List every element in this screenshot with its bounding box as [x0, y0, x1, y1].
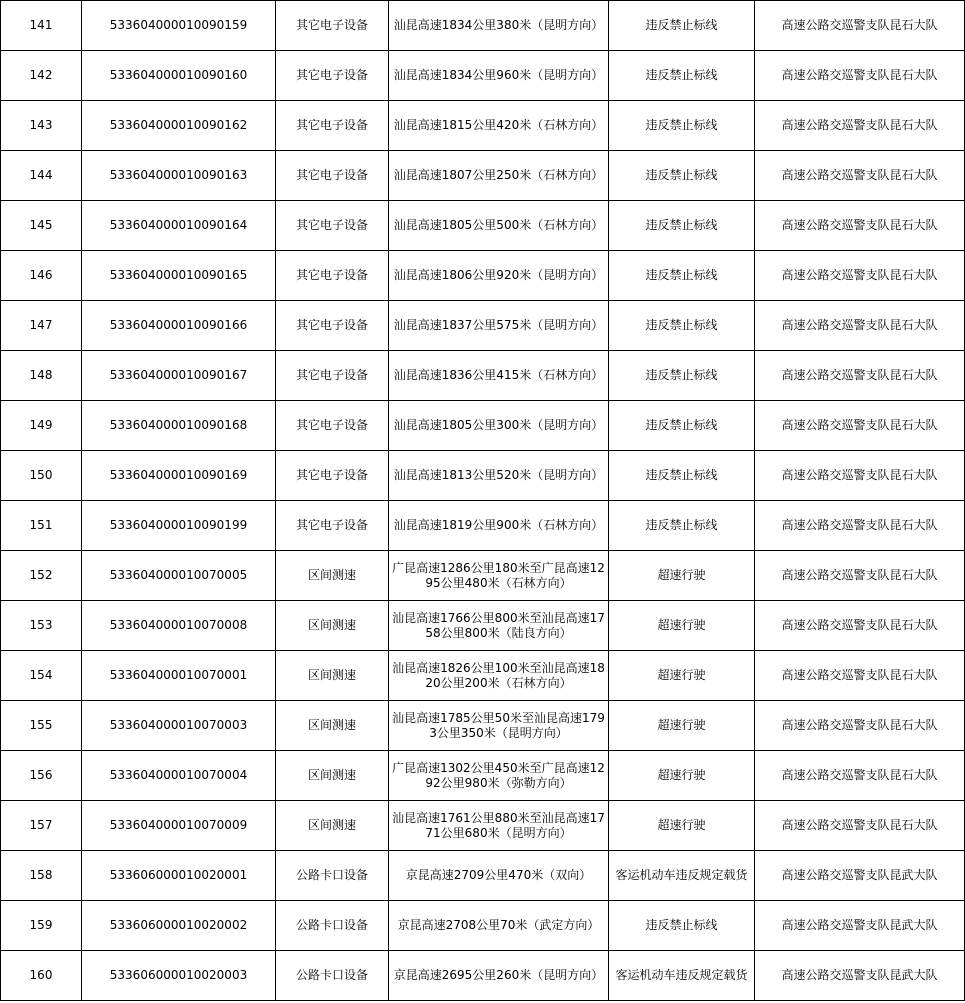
device-location: 京昆高速2709公里470米（双向）	[389, 851, 609, 901]
violation-type: 违反禁止标线	[609, 401, 755, 451]
table-row	[1, 751, 965, 801]
table-row	[1, 701, 965, 751]
device-location: 汕昆高速1766公里800米至汕昆高速1758公里800米（陆良方向）	[389, 601, 609, 651]
device-type: 其它电子设备	[276, 501, 389, 551]
device-location: 汕昆高速1805公里300米（昆明方向）	[389, 401, 609, 451]
device-location: 京昆高速2695公里260米（昆明方向）	[389, 951, 609, 1001]
device-location: 汕昆高速1834公里960米（昆明方向）	[389, 51, 609, 101]
violation-type: 违反禁止标线	[609, 101, 755, 151]
device-code: 533606000010020003	[82, 951, 276, 1001]
violation-type: 违反禁止标线	[609, 501, 755, 551]
device-type: 其它电子设备	[276, 1, 389, 51]
managing-unit: 高速公路交巡警支队昆石大队	[755, 351, 965, 401]
device-location: 汕昆高速1837公里575米（昆明方向）	[389, 301, 609, 351]
table-row	[1, 951, 965, 1001]
row-number: 147	[1, 301, 82, 351]
device-type: 公路卡口设备	[276, 851, 389, 901]
row-number: 153	[1, 601, 82, 651]
device-code: 533604000010070005	[82, 551, 276, 601]
violation-type: 超速行驶	[609, 801, 755, 851]
row-number: 149	[1, 401, 82, 451]
managing-unit: 高速公路交巡警支队昆石大队	[755, 551, 965, 601]
managing-unit: 高速公路交巡警支队昆石大队	[755, 301, 965, 351]
device-code: 533606000010020002	[82, 901, 276, 951]
managing-unit: 高速公路交巡警支队昆石大队	[755, 701, 965, 751]
table-row	[1, 901, 965, 951]
device-type: 其它电子设备	[276, 51, 389, 101]
device-location: 汕昆高速1826公里100米至汕昆高速1820公里200米（石林方向）	[389, 651, 609, 701]
managing-unit: 高速公路交巡警支队昆石大队	[755, 101, 965, 151]
row-number: 154	[1, 651, 82, 701]
device-code: 533604000010070001	[82, 651, 276, 701]
row-number: 160	[1, 951, 82, 1001]
violation-type: 超速行驶	[609, 751, 755, 801]
violation-type: 违反禁止标线	[609, 151, 755, 201]
row-number: 145	[1, 201, 82, 251]
managing-unit: 高速公路交巡警支队昆石大队	[755, 51, 965, 101]
table-row	[1, 501, 965, 551]
device-code: 533604000010090199	[82, 501, 276, 551]
managing-unit: 高速公路交巡警支队昆石大队	[755, 451, 965, 501]
managing-unit: 高速公路交巡警支队昆石大队	[755, 151, 965, 201]
device-code: 533604000010090159	[82, 1, 276, 51]
row-number: 150	[1, 451, 82, 501]
device-location: 广昆高速1286公里180米至广昆高速1295公里480米（石林方向）	[389, 551, 609, 601]
violation-type: 超速行驶	[609, 551, 755, 601]
device-table-body	[1, 1, 965, 1001]
row-number: 155	[1, 701, 82, 751]
device-location: 广昆高速1302公里450米至广昆高速1292公里980米（弥勒方向）	[389, 751, 609, 801]
row-number: 159	[1, 901, 82, 951]
device-code: 533604000010090169	[82, 451, 276, 501]
device-type: 公路卡口设备	[276, 951, 389, 1001]
violation-type: 违反禁止标线	[609, 251, 755, 301]
device-code: 533604000010090160	[82, 51, 276, 101]
device-type: 区间测速	[276, 801, 389, 851]
device-type: 区间测速	[276, 551, 389, 601]
device-code: 533604000010090162	[82, 101, 276, 151]
row-number: 148	[1, 351, 82, 401]
table-row	[1, 551, 965, 601]
row-number: 146	[1, 251, 82, 301]
violation-type: 违反禁止标线	[609, 301, 755, 351]
managing-unit: 高速公路交巡警支队昆石大队	[755, 1, 965, 51]
row-number: 151	[1, 501, 82, 551]
violation-type: 超速行驶	[609, 701, 755, 751]
violation-type: 违反禁止标线	[609, 1, 755, 51]
managing-unit: 高速公路交巡警支队昆石大队	[755, 501, 965, 551]
table-row	[1, 251, 965, 301]
violation-type: 超速行驶	[609, 601, 755, 651]
device-type: 其它电子设备	[276, 351, 389, 401]
device-location: 汕昆高速1819公里900米（石林方向）	[389, 501, 609, 551]
device-type: 区间测速	[276, 701, 389, 751]
managing-unit: 高速公路交巡警支队昆石大队	[755, 601, 965, 651]
device-code: 533604000010090163	[82, 151, 276, 201]
row-number: 156	[1, 751, 82, 801]
device-code: 533604000010070004	[82, 751, 276, 801]
row-number: 152	[1, 551, 82, 601]
device-code: 533604000010070009	[82, 801, 276, 851]
row-number: 141	[1, 1, 82, 51]
device-code: 533604000010090166	[82, 301, 276, 351]
table-row	[1, 301, 965, 351]
device-type: 区间测速	[276, 601, 389, 651]
device-location: 汕昆高速1807公里250米（石林方向）	[389, 151, 609, 201]
managing-unit: 高速公路交巡警支队昆武大队	[755, 851, 965, 901]
device-location: 汕昆高速1815公里420米（石林方向）	[389, 101, 609, 151]
table-row	[1, 651, 965, 701]
device-location: 汕昆高速1806公里920米（昆明方向）	[389, 251, 609, 301]
device-type: 其它电子设备	[276, 301, 389, 351]
device-type: 区间测速	[276, 651, 389, 701]
device-code: 533604000010090165	[82, 251, 276, 301]
device-type: 其它电子设备	[276, 201, 389, 251]
device-type: 其它电子设备	[276, 451, 389, 501]
table-row	[1, 851, 965, 901]
table-row	[1, 401, 965, 451]
table-row	[1, 151, 965, 201]
table-row	[1, 51, 965, 101]
violation-type: 违反禁止标线	[609, 351, 755, 401]
table-row	[1, 1, 965, 51]
managing-unit: 高速公路交巡警支队昆武大队	[755, 901, 965, 951]
table-row	[1, 601, 965, 651]
device-code: 533606000010020001	[82, 851, 276, 901]
table-row	[1, 201, 965, 251]
device-location: 汕昆高速1761公里880米至汕昆高速1771公里680米（昆明方向）	[389, 801, 609, 851]
row-number: 157	[1, 801, 82, 851]
device-location: 汕昆高速1805公里500米（石林方向）	[389, 201, 609, 251]
device-code: 533604000010070008	[82, 601, 276, 651]
table-row	[1, 801, 965, 851]
device-location: 京昆高速2708公里70米（武定方向）	[389, 901, 609, 951]
row-number: 143	[1, 101, 82, 151]
device-code: 533604000010090164	[82, 201, 276, 251]
managing-unit: 高速公路交巡警支队昆石大队	[755, 251, 965, 301]
device-type: 公路卡口设备	[276, 901, 389, 951]
violation-type: 违反禁止标线	[609, 201, 755, 251]
managing-unit: 高速公路交巡警支队昆石大队	[755, 201, 965, 251]
device-type: 区间测速	[276, 751, 389, 801]
managing-unit: 高速公路交巡警支队昆石大队	[755, 401, 965, 451]
device-location: 汕昆高速1813公里520米（昆明方向）	[389, 451, 609, 501]
device-type: 其它电子设备	[276, 251, 389, 301]
device-location: 汕昆高速1836公里415米（石林方向）	[389, 351, 609, 401]
violation-type: 客运机动车违反规定载货	[609, 951, 755, 1001]
managing-unit: 高速公路交巡警支队昆石大队	[755, 751, 965, 801]
row-number: 158	[1, 851, 82, 901]
violation-type: 违反禁止标线	[609, 451, 755, 501]
device-type: 其它电子设备	[276, 101, 389, 151]
table-row	[1, 351, 965, 401]
table-row	[1, 451, 965, 501]
violation-type: 超速行驶	[609, 651, 755, 701]
device-type: 其它电子设备	[276, 401, 389, 451]
device-type: 其它电子设备	[276, 151, 389, 201]
row-number: 144	[1, 151, 82, 201]
managing-unit: 高速公路交巡警支队昆石大队	[755, 801, 965, 851]
device-location: 汕昆高速1785公里50米至汕昆高速1793公里350米（昆明方向）	[389, 701, 609, 751]
device-code: 533604000010070003	[82, 701, 276, 751]
violation-type: 违反禁止标线	[609, 51, 755, 101]
table-row	[1, 101, 965, 151]
device-code: 533604000010090168	[82, 401, 276, 451]
violation-type: 违反禁止标线	[609, 901, 755, 951]
violation-type: 客运机动车违反规定载货	[609, 851, 755, 901]
managing-unit: 高速公路交巡警支队昆武大队	[755, 951, 965, 1001]
row-number: 142	[1, 51, 82, 101]
device-location: 汕昆高速1834公里380米（昆明方向）	[389, 1, 609, 51]
device-code: 533604000010090167	[82, 351, 276, 401]
managing-unit: 高速公路交巡警支队昆石大队	[755, 651, 965, 701]
